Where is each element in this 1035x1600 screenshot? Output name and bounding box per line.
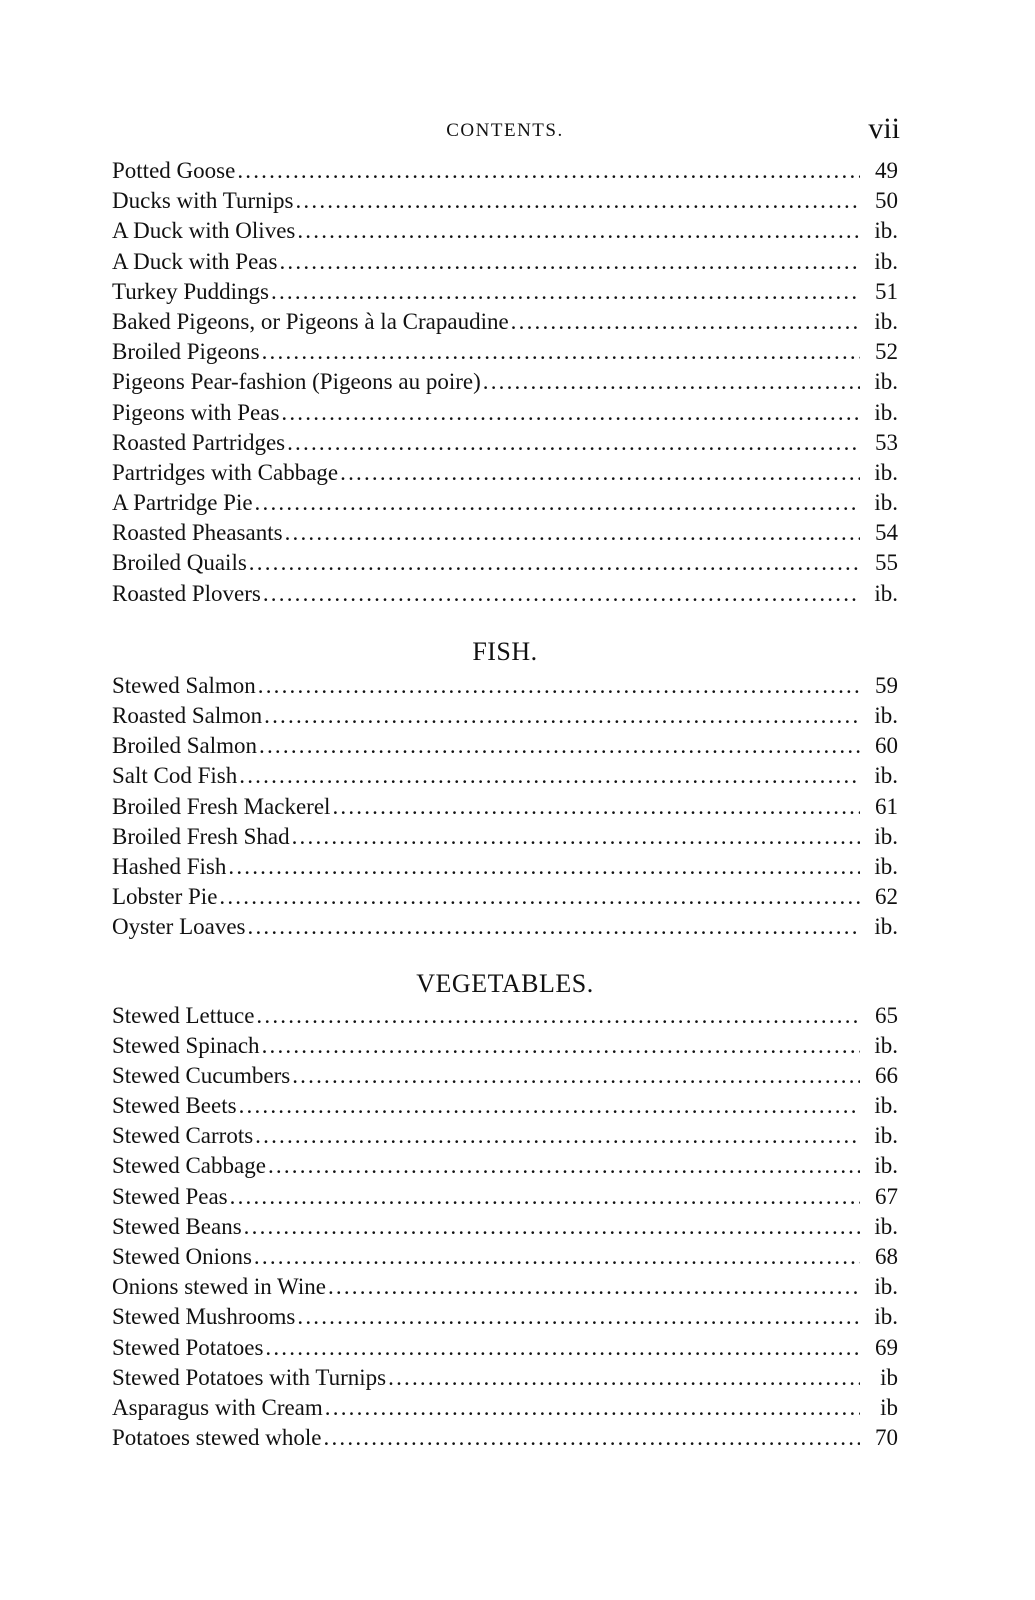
page-header: [112, 112, 898, 156]
entry-title: Stewed Cucumbers: [112, 1062, 291, 1088]
dot-leader: [295, 186, 860, 216]
dot-leader: [239, 761, 860, 791]
toc-list-poultry: [112, 156, 898, 609]
toc-entry: [112, 1423, 898, 1453]
toc-entry: [112, 277, 898, 307]
entry-title: Broiled Fresh Shad: [112, 823, 290, 849]
toc-entry: [112, 1031, 898, 1061]
entry-page-number: ib.: [874, 1032, 898, 1058]
dot-leader: [259, 731, 860, 761]
entry-title: Pigeons with Peas: [112, 399, 280, 425]
running-head: CONTENTS.: [446, 120, 564, 141]
entry-title: Roasted Salmon: [112, 703, 263, 728]
dot-leader: [255, 488, 860, 518]
dot-leader: [262, 1031, 860, 1061]
toc-entry: [112, 307, 898, 337]
entry-page-number: 66: [875, 1062, 898, 1088]
toc-entry: [112, 1061, 898, 1091]
dot-leader: [237, 156, 860, 186]
dot-leader: [297, 216, 860, 246]
toc-entry: [112, 1363, 898, 1393]
dot-leader: [263, 579, 860, 609]
toc-entry: [112, 1001, 898, 1031]
entry-title: Turkey Puddings: [112, 278, 269, 304]
page-number: vii: [868, 112, 900, 145]
book-page: [112, 112, 898, 1453]
entry-page-number: ib.: [874, 914, 898, 940]
entry-page-number: ib.: [874, 308, 898, 334]
dot-leader: [324, 1423, 860, 1453]
entry-title: Roasted Partridges: [112, 429, 286, 455]
toc-entry: [112, 1272, 898, 1302]
toc-entry: [112, 398, 898, 428]
dot-leader: [249, 548, 860, 578]
entry-title: Stewed Potatoes with Turnips: [112, 1364, 387, 1390]
entry-title: Roasted Plovers: [112, 580, 261, 606]
entry-title: Lobster Pie: [112, 884, 218, 910]
toc-entry: [112, 548, 898, 578]
entry-page-number: ib.: [874, 248, 898, 274]
toc-entry: [112, 247, 898, 277]
dot-leader: [219, 882, 860, 912]
entry-page-number: ib.: [874, 823, 898, 849]
toc-entry: [112, 671, 898, 701]
dot-leader: [388, 1363, 860, 1393]
dot-leader: [271, 277, 860, 307]
entry-page-number: 70: [875, 1425, 898, 1451]
entry-title: Broiled Pigeons: [112, 339, 260, 365]
toc-entry: [112, 1393, 898, 1423]
toc-list-vegetables: [112, 1001, 898, 1454]
entry-title: Broiled Quails: [112, 550, 247, 576]
entry-page-number: 54: [875, 520, 898, 546]
entry-title: Stewed Spinach: [112, 1032, 260, 1058]
entry-title: Broiled Salmon: [112, 733, 258, 759]
entry-title: Stewed Peas: [112, 1183, 228, 1209]
entry-page-number: 61: [875, 793, 898, 819]
toc-entry: [112, 1212, 898, 1242]
dot-leader: [292, 822, 860, 852]
toc-entry: [112, 1182, 898, 1212]
toc-entry: [112, 156, 898, 186]
entry-title: Roasted Pheasants: [112, 520, 283, 546]
dot-leader: [256, 1001, 860, 1031]
dot-leader: [264, 701, 860, 731]
entry-title: Pigeons Pear-fashion (Pigeons au poire): [112, 369, 481, 395]
entry-page-number: 59: [875, 672, 898, 698]
dot-leader: [258, 671, 860, 701]
entry-title: Stewed Carrots: [112, 1123, 254, 1149]
entry-page-number: 50: [875, 188, 898, 214]
entry-page-number: 55: [875, 550, 898, 576]
entry-title: Stewed Onions: [112, 1244, 252, 1269]
toc-entry: [112, 822, 898, 852]
dot-leader: [255, 1121, 860, 1151]
entry-page-number: ib.: [874, 218, 898, 244]
entry-title: A Duck with Peas: [112, 248, 278, 274]
dot-leader: [328, 1272, 860, 1302]
entry-page-number: ib.: [874, 399, 898, 425]
toc-entry: [112, 488, 898, 518]
entry-title: Stewed Mushrooms: [112, 1304, 296, 1330]
toc-entry: [112, 1302, 898, 1332]
entry-title: Oyster Loaves: [112, 914, 246, 940]
dot-leader: [340, 458, 860, 488]
entry-title: Partridges with Cabbage: [112, 459, 339, 485]
dot-leader: [287, 428, 860, 458]
entry-page-number: 65: [875, 1002, 898, 1028]
toc-entry: [112, 1121, 898, 1151]
entry-page-number: 69: [875, 1334, 898, 1360]
dot-leader: [285, 518, 860, 548]
dot-leader: [297, 1302, 860, 1332]
entry-title: Stewed Salmon: [112, 672, 256, 698]
entry-page-number: ib.: [874, 459, 898, 485]
entry-page-number: ib.: [874, 1153, 898, 1179]
entry-title: Salt Cod Fish: [112, 763, 238, 789]
entry-page-number: ib: [880, 1364, 898, 1390]
entry-title: Hashed Fish: [112, 853, 227, 879]
entry-page-number: ib.: [874, 853, 898, 879]
entry-page-number: 60: [875, 733, 898, 759]
toc-entry: [112, 367, 898, 397]
entry-page-number: 51: [875, 278, 898, 304]
toc-entry: [112, 761, 898, 791]
section-heading-vegetables: VEGETABLES.: [416, 968, 594, 998]
entry-title: Potatoes stewed whole: [112, 1425, 322, 1451]
dot-leader: [279, 247, 860, 277]
toc-entry: [112, 1333, 898, 1363]
toc-entry: [112, 912, 898, 942]
entry-title: Onions stewed in Wine: [112, 1274, 326, 1300]
toc-entry: [112, 1091, 898, 1121]
dot-leader: [325, 1393, 860, 1423]
dot-leader: [332, 792, 860, 822]
entry-title: Broiled Fresh Mackerel: [112, 793, 331, 819]
dot-leader: [239, 1091, 860, 1121]
entry-title: Baked Pigeons, or Pigeons à la Crapaudine: [112, 308, 509, 334]
section-heading-fish: FISH.: [472, 636, 538, 666]
dot-leader: [228, 852, 860, 882]
dot-leader: [511, 307, 860, 337]
toc-entry: [112, 458, 898, 488]
entry-title: Stewed Potatoes: [112, 1334, 264, 1360]
dot-leader: [244, 1212, 860, 1242]
toc-entry: [112, 518, 898, 548]
entry-page-number: ib.: [874, 369, 898, 395]
entry-page-number: 52: [875, 339, 898, 365]
entry-title: A Partridge Pie: [112, 490, 253, 516]
entry-page-number: ib.: [874, 1213, 898, 1239]
entry-page-number: ib.: [874, 1274, 898, 1300]
entry-page-number: 67: [875, 1183, 898, 1209]
toc-entry: [112, 1242, 898, 1272]
entry-title: A Duck with Olives: [112, 218, 296, 244]
entry-page-number: ib.: [874, 703, 898, 728]
entry-page-number: 68: [875, 1244, 898, 1269]
entry-page-number: 49: [875, 158, 898, 183]
entry-title: Stewed Beets: [112, 1093, 237, 1119]
entry-title: Ducks with Turnips: [112, 188, 294, 214]
dot-leader: [268, 1151, 860, 1181]
entry-title: Stewed Cabbage: [112, 1153, 266, 1179]
dot-leader: [292, 1061, 860, 1091]
dot-leader: [281, 398, 860, 428]
entry-page-number: ib.: [874, 1093, 898, 1119]
toc-entry: [112, 186, 898, 216]
entry-title: Stewed Lettuce: [112, 1002, 255, 1028]
toc-list-fish: [112, 671, 898, 943]
entry-page-number: 53: [875, 429, 898, 455]
entry-page-number: ib.: [874, 763, 898, 789]
toc-entry: [112, 882, 898, 912]
dot-leader: [254, 1242, 860, 1272]
entry-page-number: ib: [880, 1394, 898, 1420]
dot-leader: [230, 1182, 860, 1212]
toc-entry: [112, 731, 898, 761]
dot-leader: [265, 1333, 860, 1363]
entry-title: Stewed Beans: [112, 1213, 242, 1239]
toc-entry: [112, 579, 898, 609]
toc-entry: [112, 337, 898, 367]
entry-page-number: 62: [875, 884, 898, 910]
dot-leader: [262, 337, 860, 367]
entry-page-number: ib.: [874, 580, 898, 606]
entry-page-number: ib.: [874, 1304, 898, 1330]
entry-page-number: ib.: [874, 490, 898, 516]
toc-entry: [112, 701, 898, 731]
toc-entry: [112, 792, 898, 822]
entry-title: Potted Goose: [112, 158, 236, 183]
toc-entry: [112, 852, 898, 882]
entry-title: Asparagus with Cream: [112, 1394, 323, 1420]
toc-entry: [112, 216, 898, 246]
toc-entry: [112, 1151, 898, 1181]
dot-leader: [483, 367, 860, 397]
entry-page-number: ib.: [874, 1123, 898, 1149]
dot-leader: [248, 912, 861, 942]
toc-entry: [112, 428, 898, 458]
